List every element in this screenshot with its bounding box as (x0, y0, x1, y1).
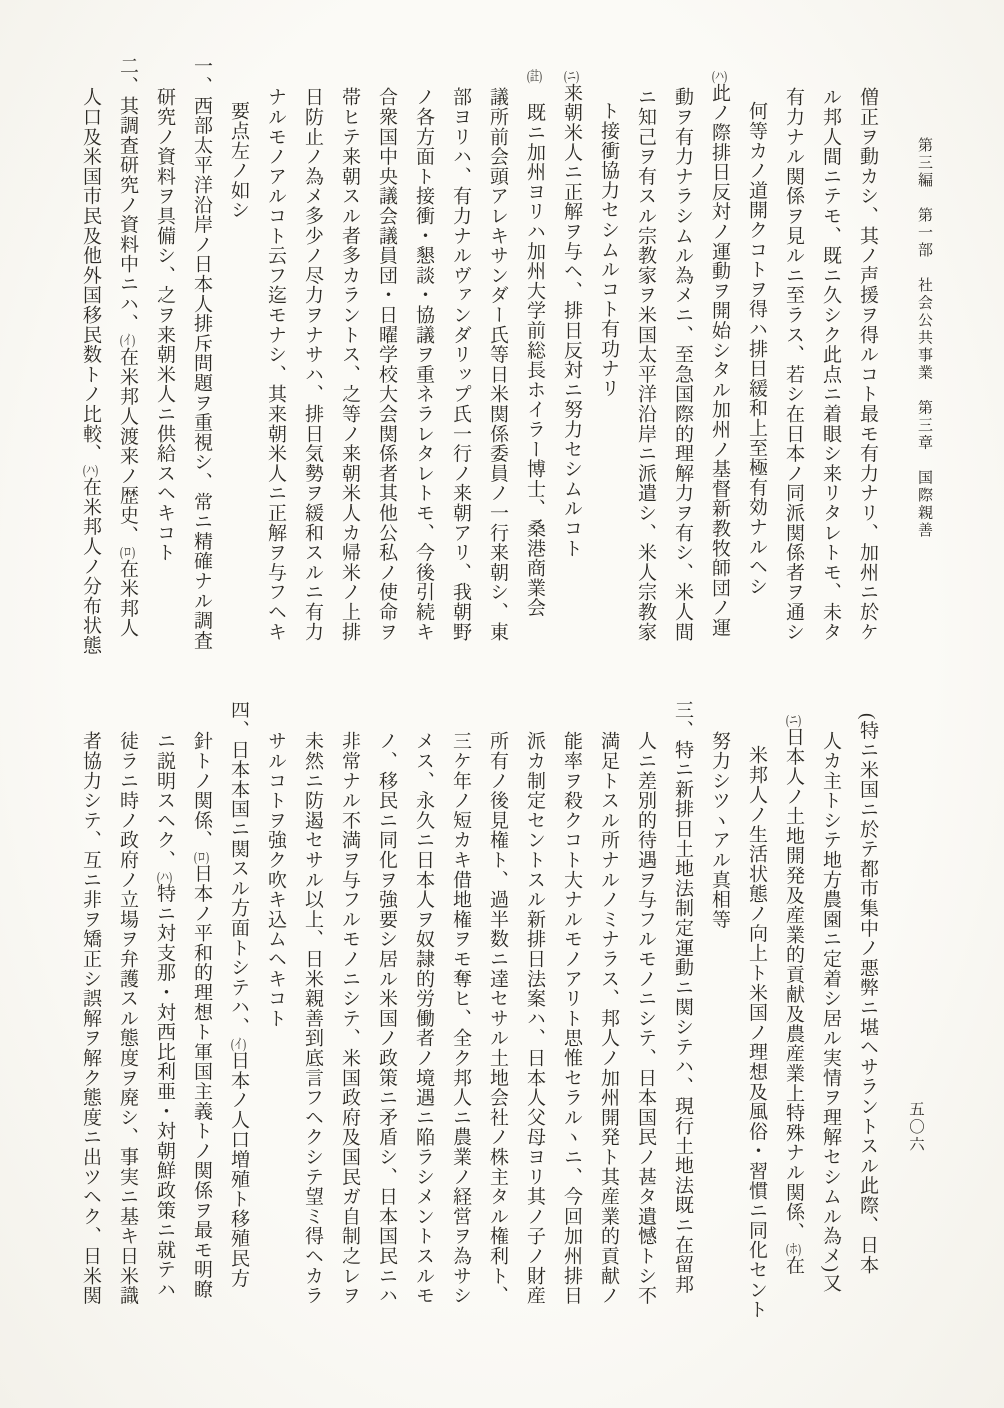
text-column: 努力シツヽアル真相等 (709, 731, 730, 929)
item-marker: (註) (526, 69, 543, 83)
text-column: 派カ制定セントスル新排日法案ハ、日本人父母ヨリ其ノ子ノ財産 (524, 731, 545, 1306)
text-column: 者協力シテ、互ニ非ヲ矯正シ誤解ヲ解ク態度ニ出ツヘク、日米関 (80, 731, 101, 1306)
text-column: 針トノ関係、(ロ)日本ノ平和的理想ト軍国主義トノ関係ヲ最モ明瞭 (191, 731, 212, 1300)
text-column: ニ知己ヲ有スル宗教家ヲ米国太平洋沿岸ニ派遣シ、米人宗教家 (635, 87, 656, 642)
page-number: 五〇六 (907, 1101, 924, 1154)
text-column: ル邦人間ニテモ、既ニ久シク此点ニ着眼シ来リタレトモ、未タ (820, 87, 841, 642)
text-column: (特ニ米国ニ於テ都市集中ノ悪弊ニ堪ヘサラントスル此際、日本 (857, 713, 878, 1275)
item-marker: (ホ) (785, 1241, 802, 1256)
text-column: 人ニ差別的待遇ヲ与フルモノニシテ、日本国民ノ甚タ遺憾トシ不 (635, 731, 656, 1306)
text-column: 有力ナル関係ヲ見ルニ至ラス、若シ在日本ノ同派関係者ヲ通シ (783, 87, 804, 642)
text-column: ノ、移民ニ同化ヲ強要シ居ル米国ノ政策ニ矛盾シ、日本国民ニハ (376, 731, 397, 1306)
item-marker: (イ) (230, 1036, 247, 1051)
text-column: 人口及米国市民及他外国移民数トノ比較、(ハ)在米邦人ノ分布状態 (80, 87, 101, 656)
text-column: 帯ヒテ来朝スル者多カラントス、之等ノ来朝米人カ帰米ノ上排 (339, 87, 360, 642)
text-column: 合衆国中央議会議員団・日曜学校大会関係者其他公私ノ使命ヲ (376, 87, 397, 642)
text-column: 米邦人ノ生活状態ノ向上ト米国ノ理想及風俗・習慣ニ同化セント (746, 745, 767, 1320)
item-marker: (ハ) (82, 463, 99, 477)
item-marker: (ハ) (156, 869, 173, 884)
text-column: (ハ)此ノ際排日反対ノ運動ヲ開始シタル加州ノ基督新教牧師団ノ運 (709, 69, 730, 638)
text-column: サルコトヲ強ク吹キ込ムヘキコト (265, 731, 286, 1028)
text-column: ト接衝協力セシムルコト有功ナリ (598, 101, 619, 398)
text-column: 二、其調査研究ノ資料中ニハ、(イ)在米邦人渡来ノ歴史、(ロ)在米邦人 (117, 56, 138, 638)
text-column: 部ヨリハ、有力ナルヴァンダリップ氏一行ノ来朝アリ、我朝野 (450, 87, 471, 642)
text-column: (註) 既ニ加州ヨリハ加州大学前総長ホイラー博士、桑港商業会 (524, 69, 545, 618)
item-marker: (ロ) (119, 544, 136, 559)
text-column: 満足トスル所ナルノミナラス、邦人ノ加州開発ト其産業的貢献ノ (598, 731, 619, 1306)
text-column: 徒ラニ時ノ政府ノ立場ヲ弁護スル態度ヲ廃シ、事実ニ基キ日米識 (117, 731, 138, 1306)
text-column: (ニ)来朝米人ニ正解ヲ与ヘ、排日反対ニ努力セシムルコト (561, 69, 582, 558)
item-marker: (ニ) (785, 713, 802, 727)
text-column: 一、西部太平洋沿岸ノ日本人排斥問題ヲ重視シ、常ニ精確ナル調査 (191, 56, 212, 650)
item-marker: (ニ) (563, 69, 580, 83)
running-header: 第三編 第一部 社会公共事業 第三章 国際親善 (916, 137, 932, 540)
item-marker: (ハ) (711, 69, 728, 83)
text-column: 人カ主トシテ地方農園ニ定着シ居ル実情ヲ理解セシムル為メ)又 (820, 731, 841, 1293)
top-text-block (72, 56, 886, 688)
text-column: 四、日本本国ニ関スル方面トシテハ、(イ)日本ノ人口増殖ト移殖民方 (228, 700, 249, 1288)
text-column: 三ケ年ノ短カキ借地権ヲモ奪ヒ、全ク邦人ニ農業ノ経営ヲ為サシ (450, 731, 471, 1306)
text-column: 研究ノ資料ヲ具備シ、之ヲ来朝米人ニ供給スヘキコト (154, 87, 175, 563)
text-column: 動ヲ有力ナラシムル為メニ、至急国際的理解力ヲ有シ、米人間 (672, 87, 693, 642)
text-column: ナルモノアルコト云フ迄モナシ、其来朝米人ニ正解ヲ与フヘキ (265, 87, 286, 642)
text-column: メス、永久ニ日本人ヲ奴隷的労働者ノ境遇ニ陥ラシメントスルモ (413, 731, 434, 1306)
text-column: ニ説明スヘク、(ハ)特ニ対支那・対西比利亜・対朝鮮政策ニ就テハ (154, 731, 175, 1300)
text-column: 僧正ヲ動カシ、其ノ声援ヲ得ルコト最モ有力ナリ、加州ニ於ケ (857, 87, 878, 642)
text-column: (ニ)日本人ノ土地開発及産業的貢献及農産業上特殊ナル関係、(ホ)在 (783, 713, 804, 1275)
text-column: 何等カノ道開クコトヲ得ハ排日緩和上至極有効ナルヘシ (746, 101, 767, 596)
bottom-text-block (72, 700, 886, 1394)
item-marker: (イ) (119, 333, 136, 347)
text-column: 能率ヲ殺クコト大ナルモノアリト思惟セラルヽニ、今回加州排日 (561, 731, 582, 1306)
item-marker: (ロ) (193, 849, 210, 864)
text-column: 未然ニ防遏セサル以上、日米親善到底言フヘクシテ望ミ得ヘカラ (302, 731, 323, 1306)
text-column: 要点左ノ如シ (228, 101, 249, 220)
text-column: 所有ノ後見権ト、過半数ニ達セサル土地会社ノ株主タル権利ト、 (487, 731, 508, 1306)
text-column: 三、特ニ新排日土地法制定運動ニ関シテハ、現行土地法既ニ在留邦 (672, 700, 693, 1294)
text-column: ノ各方面ト接衝・懇談・協議ヲ重ネラレタレトモ、今後引続キ (413, 87, 434, 642)
text-column: 日防止ノ為メ多少ノ尽力ヲナサハ、排日気勢ヲ緩和スルニ有力 (302, 87, 323, 642)
text-column: 議所前会頭アレキサンダー氏等日米関係委員ノ一行来朝シ、東 (487, 87, 508, 642)
text-column: 非常ナル不満ヲ与フルモノニシテ、米国政府及国民ガ自制之レヲ (339, 731, 360, 1306)
